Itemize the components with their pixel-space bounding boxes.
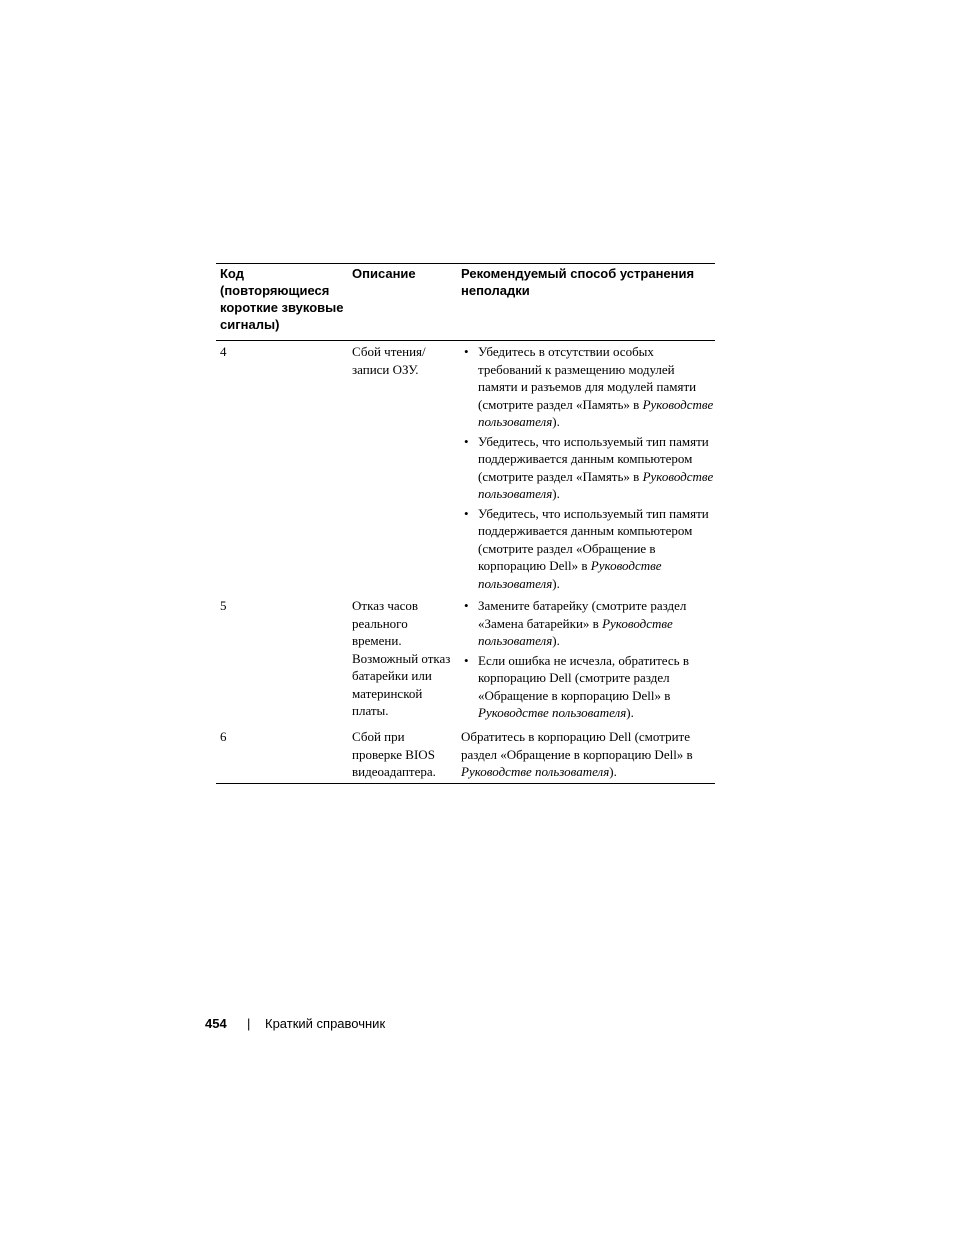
header-code: Код (повторяющиеся короткие звуковые сигналы)	[220, 266, 344, 332]
remedy-text: Обратитесь в корпорацию Dell (смотрите раздел «Обращение в корпорацию Dell» в	[461, 729, 693, 762]
list-item	[461, 597, 715, 650]
bullet-end: ).	[552, 575, 560, 591]
list-item	[461, 433, 715, 503]
page-number: 454	[205, 1016, 227, 1031]
bullet-icon: •	[464, 344, 469, 359]
table-header-rule	[216, 340, 715, 341]
bullet-icon: •	[464, 652, 469, 668]
row-6-description: Сбой при проверке BIOS видеоадаптера.	[352, 729, 436, 779]
bullet-text: Если ошибка не исчезла, обратитесь в корпорацию Dell (смотрите раздел «Обращение в корпорацию Dell» в	[478, 652, 689, 703]
row-6-code: 6	[220, 729, 227, 744]
bullet-icon: •	[464, 505, 469, 521]
row-4-description: Сбой чтения/записи ОЗУ.	[352, 344, 426, 377]
bullet-end: ).	[552, 414, 560, 429]
row-4-code: 4	[220, 344, 227, 359]
row-4-remedy	[461, 343, 715, 594]
header-remedy: Рекомендуемый способ устранения неполадки	[461, 266, 695, 298]
bullet-icon: •	[464, 433, 469, 449]
footer-title: Краткий справочник	[265, 1016, 386, 1031]
bullet-end: ).	[626, 705, 634, 720]
bullet-ref: Руководстве пользователя	[478, 558, 662, 591]
table-top-rule	[216, 263, 715, 264]
bullet-text: Убедитесь в отсутствии особых требований к размещению модулей памяти и разъемов для модулей памяти (смотрите раздел «Память» в	[478, 344, 697, 412]
list-item	[461, 652, 715, 722]
bullet-end: ).	[552, 486, 560, 501]
bullet-end: ).	[552, 633, 560, 648]
bullet-icon: •	[464, 598, 469, 613]
header-description: Описание	[352, 266, 416, 281]
row-5-description: Отказ часов реального времени. Возможный отказ батарейки или материнской платы.	[352, 598, 451, 718]
remedy-end: ).	[609, 764, 617, 779]
bullet-text: Убедитесь, что используемый тип памяти поддерживается данным компьютером (смотрите раздел «Память» в	[478, 433, 709, 484]
bullet-ref: Руководстве пользователя	[478, 705, 627, 720]
row-6-remedy	[461, 728, 715, 781]
row-5-remedy	[461, 597, 715, 724]
bullet-ref: Руководстве пользователя	[478, 615, 673, 648]
row-5-code: 5	[220, 598, 227, 613]
remedy-ref: Руководстве пользователя	[461, 764, 610, 779]
list-item	[461, 343, 715, 431]
bullet-ref: Руководстве пользователя	[478, 396, 714, 429]
bullet-ref: Руководстве пользователя	[478, 468, 714, 501]
bullet-text: Замените батарейку (смотрите раздел «Замена батарейки» в	[478, 598, 687, 631]
list-item	[461, 505, 715, 593]
bullet-text: Убедитесь, что используемый тип памяти поддерживается данным компьютером (смотрите раздел «Обращение в корпорацию Dell» в	[478, 505, 709, 573]
footer-separator: |	[247, 1016, 251, 1031]
table-bottom-rule	[216, 783, 715, 784]
